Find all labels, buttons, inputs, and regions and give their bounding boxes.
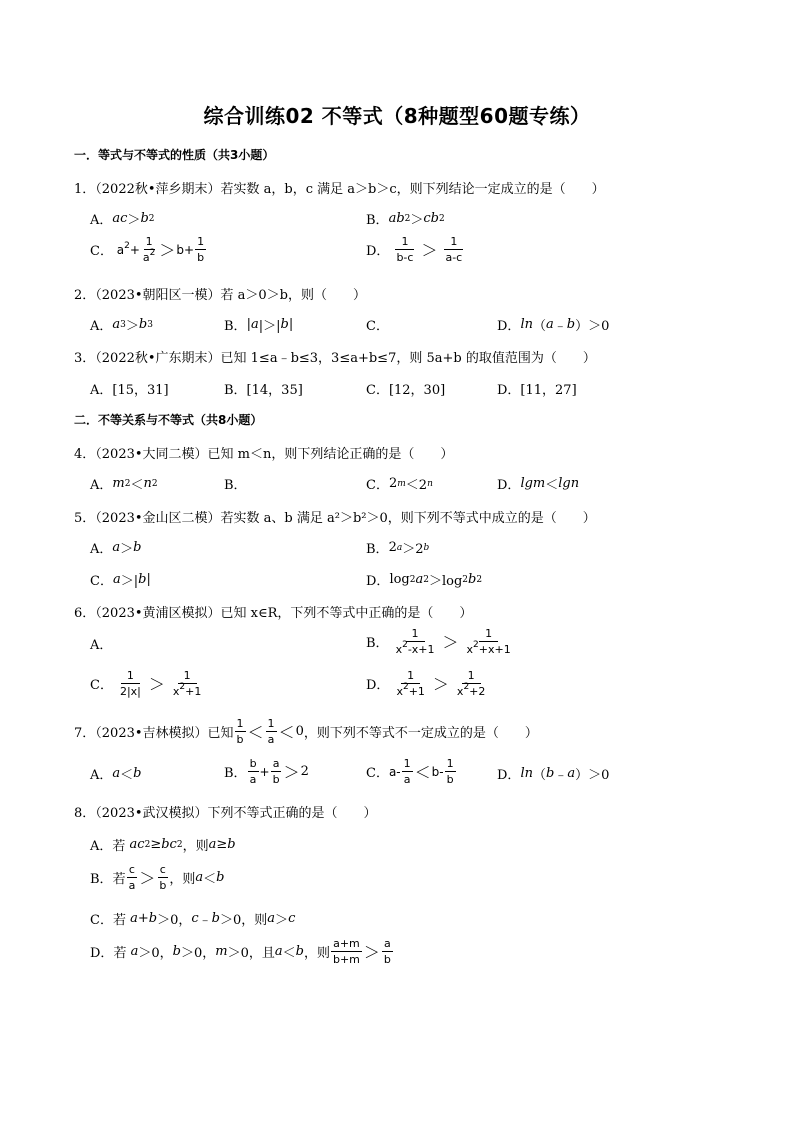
option-label: C． <box>90 913 113 928</box>
q5-option-d[interactable]: D． log 2 a 2 ＞log 2 b 2 <box>366 572 483 589</box>
option-label: C． <box>90 574 113 589</box>
q1-option-d[interactable]: D． $\frac{1}{b-c}$ ＞ $\frac{1}{a-c}$ <box>366 235 463 264</box>
q6-option-a[interactable] <box>90 634 112 653</box>
option-label: D． <box>497 319 521 334</box>
option-label: B． <box>366 636 389 651</box>
option-label: C． <box>366 766 389 781</box>
q8-option-c[interactable]: C． 若 a + b ＞0， c ﹣ b ＞0，则 a ＞ c <box>90 911 296 928</box>
q5-option-c[interactable]: C． a ＞| b | <box>90 572 151 589</box>
option-label: D． <box>366 678 390 693</box>
q4-option-a[interactable]: A． m 2 ＜ n 2 <box>90 476 158 493</box>
option-label: A． <box>90 478 113 493</box>
option-label: A． <box>90 542 113 557</box>
q3-option-d[interactable]: D．[11，27] <box>497 383 577 398</box>
q6-option-b[interactable]: B． $\frac{1}{x^2-x+1}$ ＞ $\frac{1}{x^2+x+1}$ <box>366 627 511 656</box>
option-label: C． <box>90 678 113 693</box>
option-label: A． <box>90 213 113 228</box>
option-label: C． <box>90 244 113 259</box>
section-heading-1: 一．等式与不等式的性质（共3小题） <box>74 148 275 162</box>
option-label: D． <box>90 946 114 961</box>
option-label: A． <box>90 319 113 334</box>
section-heading-2: 二．不等关系与不等式（共8小题） <box>74 413 263 427</box>
q1-option-c[interactable]: C． $a^2+$ $\frac{1}{a^2}$ ＞ b+ $\frac{1}{b}$ <box>90 235 205 264</box>
q4-option-c[interactable]: C． 2 m ＜2 n <box>366 476 433 493</box>
q1-option-a[interactable]: A． ac ＞ b 2 <box>90 211 155 228</box>
option-label: D． <box>366 574 390 589</box>
option-label: C． <box>366 319 389 334</box>
option-label: A． <box>90 768 113 783</box>
q8-option-d[interactable]: D． 若 a ＞0， b ＞0， m ＞0，且 a ＜ b ，则 $\frac{a+m}{b+m}$ ＞ $\frac{a}{b}$ <box>90 937 391 966</box>
option-label: B． <box>224 478 247 493</box>
question-3-stem: 3．（2022秋•广东期末）已知 1≤a﹣b≤3，3≤a+b≤7，则 5a+b 的取值范围为（ ） <box>74 351 596 366</box>
option-label: D． <box>497 478 521 493</box>
option-label: A． <box>90 638 113 653</box>
question-7-stem: 7．（2023•吉林模拟）已知 $\frac{1}{b}$ ＜ $\frac{1}{a}$ ＜ 0 ，则下列不等式不一定成立的是（ ） <box>74 717 538 746</box>
question-5-stem: 5．（2023•金山区二模）若实数 a、b 满足 a²＞b²＞0，则下列不等式中成立的是（ ） <box>74 511 596 526</box>
q3-option-a[interactable]: A．[15，31] <box>90 383 169 398</box>
question-2-stem: 2．（2023•朝阳区一模）若 a＞0＞b，则（ ） <box>74 288 366 303</box>
q5-option-a[interactable]: A． a ＞ b <box>90 540 142 557</box>
q5-option-b[interactable]: B． 2 a ＞2 b <box>366 540 430 557</box>
option-label: D． <box>497 768 521 783</box>
q7-option-d[interactable]: D． ln （ b ﹣ a ）＞0 <box>497 766 610 783</box>
q2-option-a[interactable]: A． a 3 ＞ b 3 <box>90 317 153 334</box>
q2-option-c[interactable] <box>366 315 389 334</box>
option-label: B． <box>366 542 389 557</box>
q2-option-d[interactable]: D． ln （ a ﹣ b ）＞0 <box>497 317 610 334</box>
option-label: B． <box>90 872 113 887</box>
question-7-stem-pre: 7．（2023•吉林模拟）已知 <box>74 726 234 741</box>
q2-option-b[interactable]: B． | a |＞| b | <box>224 317 294 334</box>
option-label: D． <box>366 244 390 259</box>
page-title: 综合训练02 不等式（8种题型60题专练） <box>203 104 591 128</box>
q7-option-a[interactable]: A． a ＜ b <box>90 766 142 783</box>
question-6-stem: 6．（2023•黄浦区模拟）已知 x∈R，下列不等式中正确的是（ ） <box>74 606 473 621</box>
q8-option-b[interactable]: B． 若 $\frac{c}{a}$ ＞ $\frac{c}{b}$ ，则 a ＜ b <box>90 863 225 892</box>
option-label: B． <box>366 213 389 228</box>
q3-option-b[interactable]: B．[14，35] <box>224 383 303 398</box>
q8-option-a[interactable]: A． 若 ac 2 ≥ bc 2 ，则 a ≥ b <box>90 837 236 854</box>
question-4-stem: 4．（2023•大同二模）已知 m＜n，则下列结论正确的是（ ） <box>74 447 454 462</box>
question-8-stem: 8．（2023•武汉模拟）下列不等式正确的是（ ） <box>74 806 377 821</box>
q6-option-d[interactable]: D． $\frac{1}{x^2+1}$ ＞ $\frac{1}{x^2+2}$ <box>366 669 486 698</box>
option-label: A． <box>90 839 113 854</box>
option-label: C． <box>366 478 389 493</box>
q7-option-c[interactable]: C． a- $\frac{1}{a}$ ＜ b- $\frac{1}{b}$ <box>366 757 454 786</box>
question-7-stem-post: ，则下列不等式不一定成立的是（ ） <box>303 726 538 741</box>
q3-option-c[interactable]: C．[12，30] <box>366 383 446 398</box>
q1-option-b[interactable]: B． ab 2 ＞ cb 2 <box>366 211 445 228</box>
q4-option-b[interactable] <box>224 474 247 493</box>
option-label: B． <box>224 766 247 781</box>
q4-option-d[interactable]: D． lgm ＜ lgn <box>497 476 580 493</box>
q7-option-b[interactable]: B． $\frac{b}{a}$ + $\frac{a}{b}$ ＞ 2 <box>224 757 309 786</box>
q6-option-c[interactable]: C． $\frac{1}{2|x|}$ ＞ $\frac{1}{x^2+1}$ <box>90 669 202 698</box>
option-label: B． <box>224 319 247 334</box>
question-1-stem: 1．（2022秋•萍乡期末）若实数 a，b，c 满足 a＞b＞c，则下列结论一定成立的是（ ） <box>74 182 605 197</box>
